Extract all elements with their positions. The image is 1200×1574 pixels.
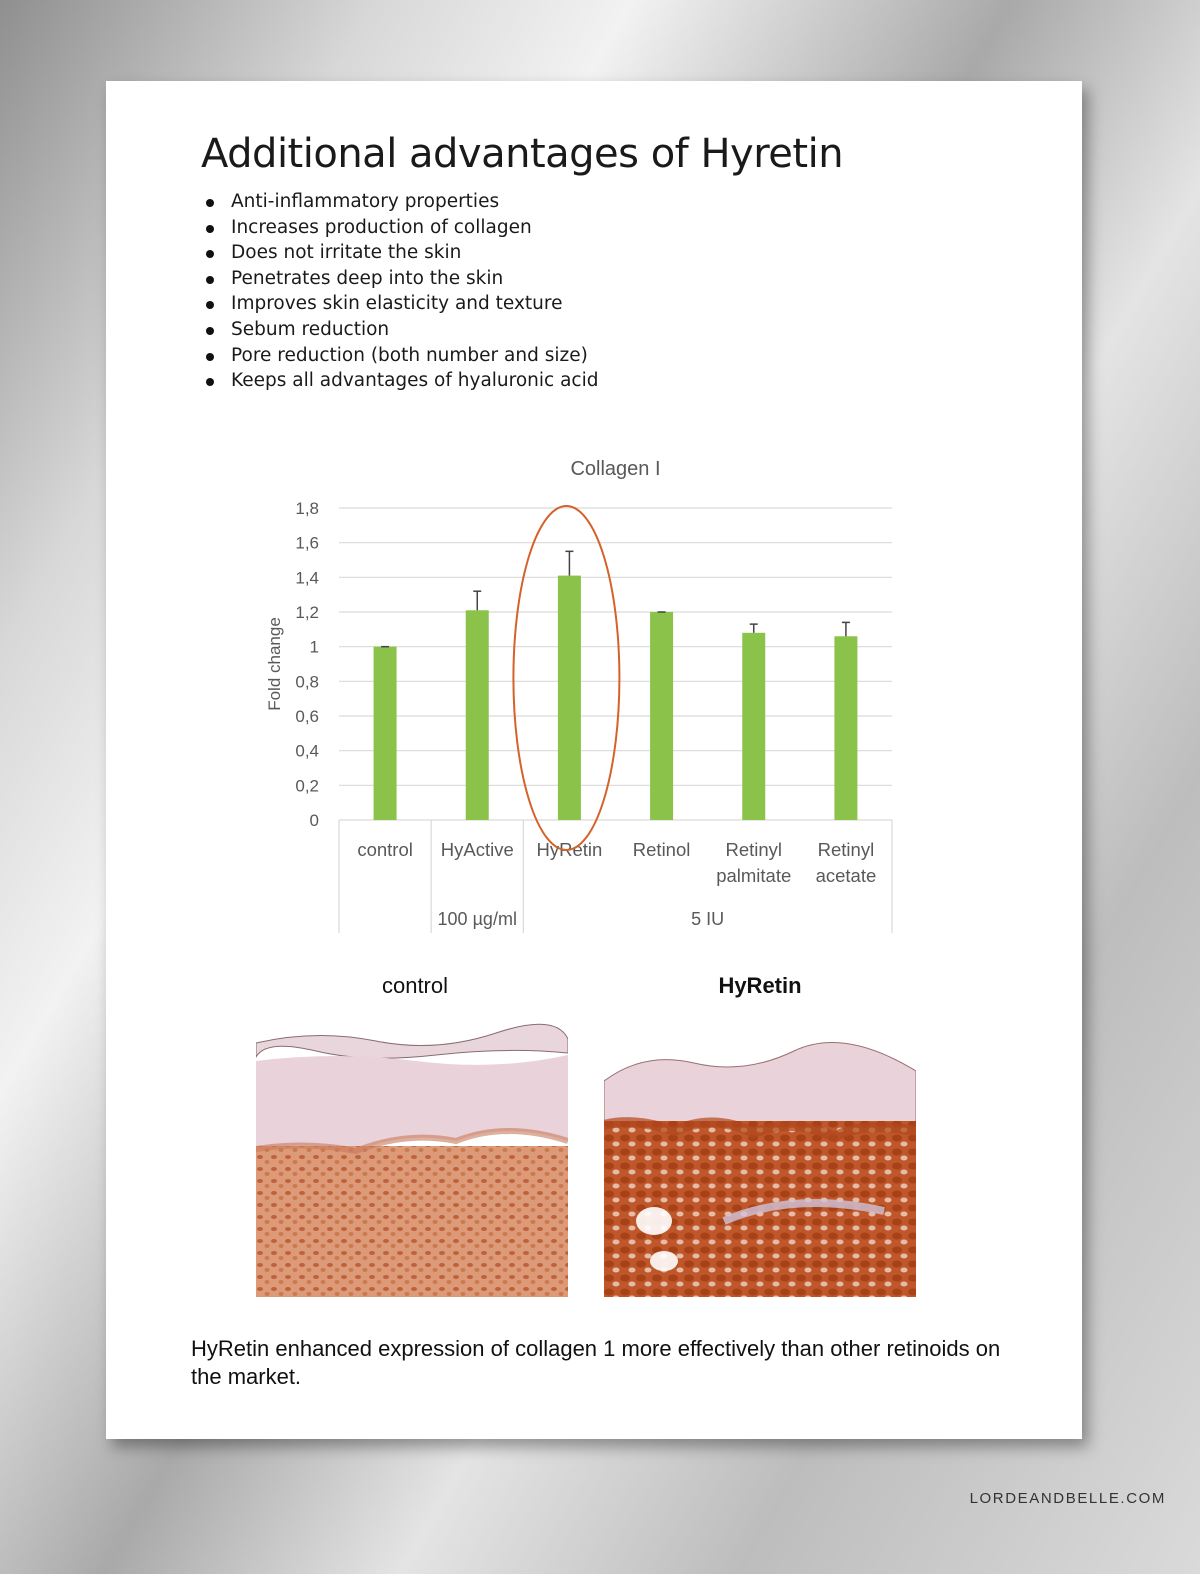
y-tick-label: 1,2 xyxy=(295,603,319,622)
advantage-text: Pore reduction (both number and size) xyxy=(231,344,588,366)
bar xyxy=(558,576,581,820)
page-title: Additional advantages of Hyretin xyxy=(201,131,844,177)
y-tick-label: 1,4 xyxy=(295,568,319,588)
advantage-text: Increases production of collagen xyxy=(231,216,532,238)
bar xyxy=(374,647,397,820)
group-label: 100 µg/ml xyxy=(437,909,517,929)
chart-title: Collagen I xyxy=(570,458,661,480)
x-tick-label: acetate xyxy=(815,865,877,886)
advantage-text: Improves skin elasticity and texture xyxy=(231,293,563,315)
y-tick-label: 0,8 xyxy=(295,672,319,692)
y-tick-label: 0 xyxy=(309,811,319,830)
micrograph-label-hyretin: HyRetin xyxy=(718,973,802,998)
bar xyxy=(742,633,765,820)
bar xyxy=(834,636,857,820)
y-tick-label: 0,4 xyxy=(295,741,319,761)
advantage-text: Sebum reduction xyxy=(231,318,390,340)
x-tick-label: HyRetin xyxy=(536,839,603,860)
y-axis-label: Fold change xyxy=(265,617,284,711)
advantage-text: Penetrates deep into the skin xyxy=(231,267,504,289)
x-tick-label: Retinyl xyxy=(725,839,783,860)
site-watermark: LORDEANDBELLE.COM xyxy=(969,1490,1166,1507)
y-tick-label: 0,6 xyxy=(295,707,319,726)
x-tick-label: Retinol xyxy=(632,839,691,860)
bar xyxy=(650,612,673,820)
bar xyxy=(466,610,489,820)
micrograph-control-image xyxy=(256,1021,568,1297)
x-tick-label: control xyxy=(357,839,413,860)
x-tick-label: HyActive xyxy=(440,839,514,860)
y-tick-label: 0,2 xyxy=(295,776,319,796)
figure-caption: HyRetin enhanced expression of collagen 1 more effectively than other retinoids on the market. xyxy=(191,1336,1001,1389)
y-tick-label: 1,8 xyxy=(295,499,319,518)
x-tick-label: Retinyl xyxy=(817,839,875,860)
collagen-chart xyxy=(106,81,1082,951)
advantage-text: Keeps all advantages of hyaluronic acid xyxy=(231,370,599,392)
advantage-text: Does not irritate the skin xyxy=(231,242,462,264)
group-label: 5 IU xyxy=(691,909,725,929)
y-tick-label: 1,6 xyxy=(295,533,319,553)
micrograph-label-control: control xyxy=(381,973,449,998)
advantage-text: Anti-inflammatory properties xyxy=(231,191,500,212)
micrograph-hyretin-image xyxy=(604,1021,916,1297)
x-tick-label: palmitate xyxy=(716,865,792,886)
document-page xyxy=(106,81,1082,1439)
y-tick-label: 1 xyxy=(309,637,319,657)
